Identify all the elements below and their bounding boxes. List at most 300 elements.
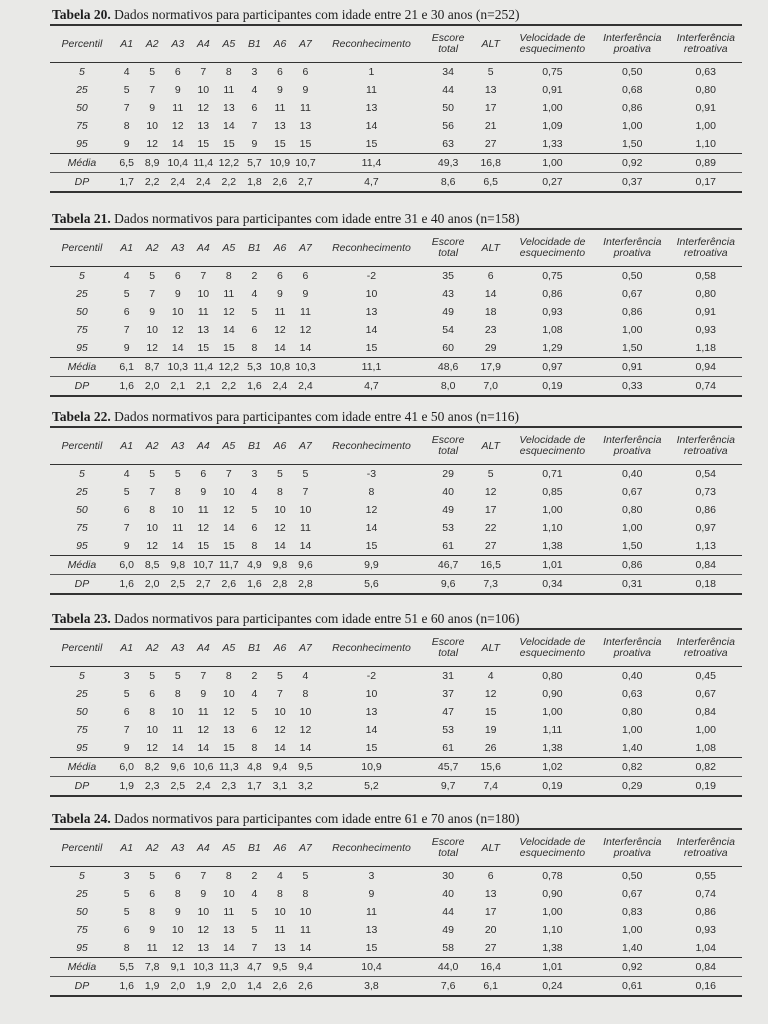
- table-row: [50, 501, 742, 519]
- table-cell: 0,40: [622, 670, 643, 682]
- table-cell: 9: [149, 306, 156, 318]
- table-cell: 60: [442, 342, 454, 354]
- table-cell: 49: [442, 504, 454, 516]
- table-cell: 31: [442, 670, 454, 682]
- row-label: 5: [79, 468, 85, 480]
- table-cell: 0,71: [542, 468, 563, 480]
- table-cell: 27: [484, 942, 497, 954]
- table-cell: 8: [174, 486, 181, 498]
- table-cell: 10: [299, 906, 312, 918]
- column-header: Interferência proativa: [603, 434, 662, 457]
- table-cell: 2,1: [170, 380, 186, 392]
- table-cell: 5: [123, 288, 130, 300]
- table-cell: 2,2: [221, 380, 237, 392]
- table-cell: 5: [149, 270, 156, 282]
- table-cell: 14: [171, 138, 184, 150]
- table-cell: 8: [149, 906, 156, 918]
- table-cell: 10: [365, 688, 378, 700]
- table-cell: 2: [251, 670, 258, 682]
- table-cell: 4: [123, 468, 130, 480]
- table-cell: 13: [365, 924, 378, 936]
- table-cell: 11: [223, 84, 235, 96]
- column-header: A5: [222, 37, 236, 50]
- table-cell: 0,19: [695, 780, 716, 792]
- table-cell: 5,6: [364, 578, 379, 590]
- table-cell: 2,1: [195, 380, 211, 392]
- table-cell: 8: [225, 66, 232, 78]
- normative-table-21: [50, 210, 742, 397]
- column-header: Interferência retroativa: [676, 434, 735, 457]
- table-cell: 8: [149, 706, 156, 718]
- column-header: A3: [171, 641, 185, 654]
- table-cell: 18: [484, 306, 497, 318]
- table-cell: 10: [146, 522, 159, 534]
- table-cell: 1: [368, 66, 375, 78]
- table-cell: 8,7: [144, 361, 160, 373]
- table-cell: 22: [484, 522, 497, 534]
- table-cell: 2,4: [272, 380, 288, 392]
- table-cell: 6: [302, 270, 309, 282]
- table-cell: 3,1: [272, 780, 288, 792]
- table-cell: 5: [149, 468, 156, 480]
- table-cell: 14: [274, 342, 286, 354]
- table-cell: 14: [274, 742, 286, 754]
- table-row: [50, 867, 742, 886]
- table-cell: 0,74: [695, 888, 716, 900]
- column-header: Velocidade de esquecimento: [519, 236, 586, 259]
- table-cell: 47: [442, 706, 454, 718]
- table-row: [50, 885, 742, 903]
- column-header: A1: [120, 37, 134, 50]
- table-cell: 9,4: [272, 761, 288, 773]
- table-cell: 4: [302, 670, 309, 682]
- table-cell: 10,3: [295, 361, 316, 373]
- table-body: [50, 667, 742, 797]
- table-cell: 6: [149, 688, 156, 700]
- table-cell: 8: [225, 870, 232, 882]
- table-cell: 0,19: [542, 780, 563, 792]
- table-row: [50, 921, 742, 939]
- table-cell: 7: [251, 942, 258, 954]
- table-cell: 5,7: [247, 157, 262, 169]
- table-cell: 50: [442, 102, 454, 114]
- column-header: B1: [247, 37, 261, 50]
- row-label: 75: [76, 724, 88, 736]
- table-cell: 1,00: [622, 724, 643, 736]
- table-cell: 0,84: [695, 706, 716, 718]
- table-cell: 19: [484, 724, 497, 736]
- table-cell: 4: [251, 486, 258, 498]
- table-cell: 0,86: [695, 906, 716, 918]
- table-cell: 11,3: [219, 961, 239, 973]
- table-cell: 45,7: [437, 761, 459, 773]
- table-cell: 2,2: [221, 176, 237, 188]
- table-cell: 7: [200, 870, 207, 882]
- row-label: 75: [76, 120, 88, 132]
- table-cell: 0,82: [695, 761, 716, 773]
- table-cell: 12: [171, 120, 184, 132]
- table-cell: 10: [222, 486, 235, 498]
- table-cell: 0,97: [542, 361, 563, 373]
- row-label: 5: [79, 66, 85, 78]
- table-cell: 1,50: [622, 540, 643, 552]
- table-cell: 5: [123, 688, 130, 700]
- table-body: [50, 465, 742, 595]
- table-cell: 11: [197, 306, 209, 318]
- table-cell: 9,1: [170, 961, 186, 973]
- table-cell: 49: [442, 306, 454, 318]
- table-cell: 5: [149, 670, 156, 682]
- column-header: A3: [171, 841, 185, 854]
- row-label: Média: [67, 157, 97, 169]
- table-cell: 1,38: [542, 942, 563, 954]
- table-cell: 6: [123, 306, 130, 318]
- table-cell: 12,2: [218, 157, 240, 169]
- table-cell: 3: [123, 870, 130, 882]
- table-caption: [50, 610, 742, 628]
- table-cell: 2,2: [144, 176, 160, 188]
- table-row: [50, 117, 742, 135]
- table-cell: 11: [172, 102, 184, 114]
- table-cell: 7: [123, 102, 130, 114]
- table-cell: 2,4: [195, 176, 211, 188]
- table-cell: 5: [149, 870, 156, 882]
- table-caption-text: Dados normativos para participantes com idade entre 61 e 70 anos (n=180): [110, 811, 520, 826]
- table-cell: 14: [171, 342, 184, 354]
- table-cell: -2: [366, 670, 377, 682]
- table-cell: 13: [274, 942, 286, 954]
- table-cell: 12: [484, 688, 497, 700]
- table-cell: 7: [200, 670, 207, 682]
- table-cell: 11: [300, 522, 311, 534]
- table-cell: 8: [277, 888, 283, 900]
- table-cell: 0,91: [622, 361, 643, 373]
- table-cell: 8: [149, 504, 156, 516]
- table-cell: 8: [251, 540, 258, 552]
- table-cell: 9: [174, 84, 181, 96]
- table-cell: 6: [487, 870, 494, 882]
- column-header: A6: [273, 439, 287, 452]
- table-cell: 12: [197, 724, 210, 736]
- table-cell: 15: [197, 540, 210, 552]
- table-cell: 14: [365, 324, 378, 336]
- data-table: [50, 828, 742, 997]
- column-header: A2: [145, 37, 159, 50]
- row-label: 75: [76, 924, 88, 936]
- table-cell: 8: [251, 342, 258, 354]
- table-cell: 2,0: [221, 980, 237, 992]
- table-number: Tabela 23.: [52, 611, 111, 626]
- table-cell: 61: [442, 742, 454, 754]
- column-header: A6: [273, 241, 287, 254]
- column-header: A5: [222, 241, 236, 254]
- table-cell: 8: [174, 688, 181, 700]
- table-cell: 44,0: [437, 961, 459, 973]
- table-cell: 12: [222, 306, 235, 318]
- table-cell: 10,3: [193, 961, 214, 973]
- table-cell: 10: [171, 924, 184, 936]
- table-cell: 10: [197, 288, 210, 300]
- table-cell: 12: [146, 540, 159, 552]
- table-row: [50, 667, 742, 686]
- table-cell: 0,85: [542, 486, 563, 498]
- table-cell: 6: [174, 270, 181, 282]
- table-cell: 1,7: [119, 176, 134, 188]
- table-cell: 1,00: [542, 102, 563, 114]
- table-cell: 5: [123, 84, 130, 96]
- table-cell: 3: [123, 670, 130, 682]
- table-cell: 9,6: [440, 578, 456, 590]
- table-cell: 1,00: [542, 706, 563, 718]
- table-cell: 1,10: [542, 924, 563, 936]
- table-cell: 7,4: [483, 780, 498, 792]
- table-cell: 4: [277, 870, 283, 882]
- table-cell: 2: [251, 870, 258, 882]
- table-cell: 6,0: [119, 761, 134, 773]
- table-cell: 6: [302, 66, 309, 78]
- table-cell: 34: [442, 66, 454, 78]
- table-cell: 11,4: [361, 157, 382, 169]
- table-caption: [50, 810, 742, 828]
- table-cell: 9: [123, 742, 130, 754]
- normative-table-20: [50, 6, 742, 193]
- table-cell: 1,00: [542, 504, 563, 516]
- table-cell: 5: [251, 504, 258, 516]
- column-header: A5: [222, 439, 236, 452]
- table-cell: 1,01: [542, 961, 563, 973]
- table-cell: 14: [365, 120, 378, 132]
- table-cell: 14: [365, 522, 378, 534]
- table-cell: 0,67: [622, 486, 643, 498]
- table-cell: 10: [171, 706, 184, 718]
- table-cell: 7: [123, 724, 130, 736]
- table-cell: 1,6: [119, 380, 134, 392]
- table-cell: 8: [251, 742, 258, 754]
- table-cell: 4: [123, 66, 130, 78]
- table-cell: 3,2: [298, 780, 313, 792]
- table-cell: 2,6: [221, 578, 237, 590]
- table-cell: 14: [299, 942, 312, 954]
- table-caption-text: Dados normativos para participantes com idade entre 41 e 50 anos (n=116): [110, 409, 520, 424]
- row-label: 25: [76, 486, 88, 498]
- normative-table-23: [50, 610, 742, 797]
- table-row: [50, 519, 742, 537]
- table-cell: 6: [251, 102, 258, 114]
- table-cell: 0,80: [622, 706, 643, 718]
- table-cell: 10: [171, 306, 184, 318]
- table-cell: 53: [442, 522, 454, 534]
- table-cell: 1,8: [247, 176, 262, 188]
- table-cell: 0,80: [695, 84, 716, 96]
- table-cell: 1,6: [247, 578, 262, 590]
- table-cell: 10: [146, 120, 159, 132]
- table-cell: 3,8: [364, 980, 379, 992]
- column-header: A1: [120, 641, 134, 654]
- table-cell: 13: [222, 724, 235, 736]
- table-cell: 43: [442, 288, 454, 300]
- column-header: Interferência proativa: [603, 236, 662, 259]
- table-cell: 1,40: [622, 942, 643, 954]
- table-cell: 30: [442, 870, 454, 882]
- table-cell: 5: [277, 468, 283, 480]
- table-cell: 11: [172, 724, 184, 736]
- column-header: ALT: [481, 439, 500, 452]
- table-cell: 5: [251, 924, 258, 936]
- table-cell: 4,9: [247, 559, 262, 571]
- table-cell: 5: [123, 486, 130, 498]
- table-cell: 6,5: [119, 157, 134, 169]
- table-cell: 10: [299, 706, 312, 718]
- table-cell: 14: [274, 540, 286, 552]
- row-label: 5: [79, 670, 85, 682]
- row-label: 95: [76, 138, 88, 150]
- table-cell: 56: [442, 120, 454, 132]
- row-label: 25: [76, 688, 88, 700]
- table-cell: 29: [484, 342, 497, 354]
- table-cell: 7: [200, 270, 207, 282]
- table-cell: 9: [251, 138, 258, 150]
- row-label: DP: [74, 780, 90, 792]
- table-cell: 63: [442, 138, 454, 150]
- data-table: [50, 228, 742, 397]
- header-row: [50, 25, 742, 63]
- table-cell: 5: [302, 468, 309, 480]
- table-cell: 8: [225, 670, 232, 682]
- table-cell: 0,37: [622, 176, 643, 188]
- row-label: DP: [74, 578, 90, 590]
- table-cell: 14: [365, 724, 378, 736]
- table-cell: 53: [442, 724, 454, 736]
- table-cell: 13: [197, 324, 210, 336]
- table-cell: 11: [223, 288, 235, 300]
- table-cell: 35: [442, 270, 454, 282]
- column-header: A2: [145, 439, 159, 452]
- table-cell: 4: [123, 270, 130, 282]
- row-label: 50: [76, 102, 88, 114]
- table-cell: 46,7: [437, 559, 459, 571]
- table-cell: 13: [365, 706, 378, 718]
- table-cell: 2,6: [272, 176, 288, 188]
- table-cell: 0,97: [695, 522, 716, 534]
- table-cell: 7: [123, 522, 130, 534]
- table-cell: 1,9: [144, 980, 160, 992]
- row-label: Média: [67, 361, 97, 373]
- table-cell: 8: [123, 120, 130, 132]
- table-cell: 0,40: [622, 468, 643, 480]
- row-label: 50: [76, 706, 88, 718]
- column-header: A5: [222, 841, 236, 854]
- table-cell: 9,9: [364, 559, 379, 571]
- table-cell: 15: [197, 342, 210, 354]
- table-cell: 0,86: [622, 559, 643, 571]
- table-cell: 6: [251, 324, 258, 336]
- table-cell: 1,00: [622, 522, 643, 534]
- column-header: A2: [145, 641, 159, 654]
- table-cell: 29: [442, 468, 454, 480]
- table-cell: 17: [484, 504, 497, 516]
- table-cell: 0,86: [542, 288, 563, 300]
- table-cell: 7,3: [483, 578, 498, 590]
- column-header: A4: [196, 439, 210, 452]
- table-cell: 11: [300, 306, 311, 318]
- column-header: B1: [247, 439, 261, 452]
- table-cell: 1,18: [695, 342, 716, 354]
- row-label: 50: [76, 306, 88, 318]
- table-cell: 1,29: [542, 342, 563, 354]
- table-cell: 4: [251, 688, 258, 700]
- column-header: Velocidade de esquecimento: [519, 32, 586, 55]
- table-cell: 48,6: [437, 361, 459, 373]
- table-cell: 49,3: [437, 157, 459, 169]
- column-header: Velocidade de esquecimento: [519, 636, 586, 659]
- column-header: Percentil: [61, 241, 103, 254]
- table-cell: 10,7: [295, 157, 316, 169]
- table-cell: 0,50: [622, 270, 643, 282]
- table-cell: 13: [222, 102, 235, 114]
- table-cell: 0,34: [542, 578, 563, 590]
- table-cell: 11,7: [219, 559, 239, 571]
- table-cell: 12: [365, 504, 378, 516]
- table-cell: 14: [299, 342, 312, 354]
- table-cell: 4,7: [364, 176, 379, 188]
- table-caption-text: Dados normativos para participantes com idade entre 51 e 60 anos (n=106): [110, 611, 520, 626]
- table-cell: 11: [274, 102, 286, 114]
- table-cell: 2,5: [170, 578, 186, 590]
- table-cell: 11,4: [193, 361, 214, 373]
- table-cell: 1,38: [542, 540, 563, 552]
- column-header: Percentil: [61, 641, 103, 654]
- table-cell: 12: [171, 324, 184, 336]
- table-cell: 12: [274, 324, 286, 336]
- table-cell: 27: [484, 540, 497, 552]
- table-cell: 9: [149, 924, 156, 936]
- table-cell: 2,4: [170, 176, 186, 188]
- column-header: A6: [273, 641, 287, 654]
- table-cell: 15: [365, 342, 378, 354]
- table-number: Tabela 24.: [52, 811, 111, 826]
- table-row: [50, 685, 742, 703]
- table-cell: 4: [251, 84, 258, 96]
- table-cell: 7: [149, 486, 156, 498]
- table-cell: 54: [442, 324, 454, 336]
- table-cell: 0,93: [542, 306, 563, 318]
- table-cell: 15: [222, 342, 235, 354]
- table-cell: 5: [487, 468, 494, 480]
- column-header: A7: [299, 439, 312, 452]
- table-cell: 4,8: [247, 761, 262, 773]
- column-header: Escore total: [431, 836, 465, 859]
- column-header: Escore total: [431, 636, 465, 659]
- table-cell: 2,5: [170, 780, 186, 792]
- column-header: Interferência retroativa: [676, 636, 735, 659]
- table-cell: 3: [368, 870, 375, 882]
- table-cell: 6: [277, 270, 283, 282]
- row-label: 95: [76, 342, 88, 354]
- table-cell: 2,0: [170, 980, 186, 992]
- data-table: [50, 24, 742, 193]
- table-cell: 13: [484, 84, 497, 96]
- column-header: Interferência proativa: [603, 636, 662, 659]
- mean-row: [50, 958, 742, 977]
- table-cell: 5: [123, 888, 130, 900]
- table-cell: 12: [222, 504, 235, 516]
- table-cell: 10: [146, 724, 159, 736]
- table-cell: -3: [366, 468, 377, 480]
- normative-table-22: [50, 408, 742, 595]
- table-cell: 10: [146, 324, 159, 336]
- table-cell: 0,24: [542, 980, 563, 992]
- row-label: 75: [76, 324, 88, 336]
